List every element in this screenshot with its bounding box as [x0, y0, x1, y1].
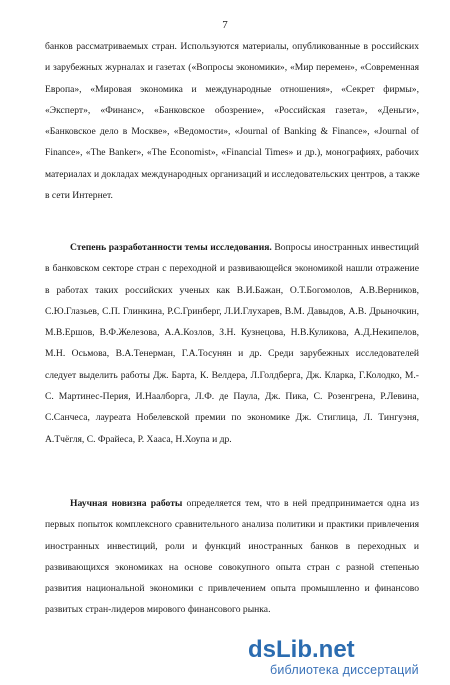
text-line: Европа», «Мировая экономика и международные отношения», «Секрет фирмы»,	[45, 83, 419, 95]
section-heading: Научная новизна работы	[70, 498, 183, 509]
heading-continuation: определяется тем, что в ней предпринимается одна из	[182, 498, 419, 509]
text-line: развивающихся экономиках на основе совокупного опыта стран с разной степенью	[45, 561, 419, 573]
text-line: С.Ю.Глазьев, С.П. Глинкина, Р.С.Гринберг, Л.И.Глухарев, В.М. Давыдов, А.В. Дрыночкин,	[45, 305, 419, 317]
text-line: М.В.Ершов, В.Ф.Железова, А.А.Козлов, З.Н. Кузнецова, Н.В.Куликова, А.Д.Некипелов,	[45, 327, 419, 339]
text-line: в банковском секторе стран с переходной и развивающейся экономикой нашли отражение	[45, 263, 419, 275]
sources-paragraph	[45, 36, 419, 206]
text-line	[45, 237, 419, 258]
text-line: Finance», «The Banker», «The Economist», «Financial Times» и др.), монографиях, рабочих	[45, 147, 419, 159]
text-line: С. Мартинес-Перия, И.Наалборга, Л.Ф. де Паула, Дж. Пика, С. Розенгрена, Р.Левина,	[45, 391, 419, 403]
text-line	[45, 493, 419, 514]
dslib-watermark	[248, 636, 444, 680]
heading-continuation: Вопросы иностранных инвестиций	[271, 242, 419, 253]
text-line: А.Тчёгля, С. Фрайеса, Р. Хааса, Н.Хоупа и др.	[45, 433, 232, 445]
text-line: материалах и докладах международных организаций и исследовательских центров, а также	[45, 168, 420, 180]
text-line: М.Н. Осьмова, В.А.Тенерман, Г.А.Тосунян и др. Среди зарубежных исследователей	[45, 348, 419, 360]
research-degree-paragraph	[45, 237, 419, 450]
text-line: «Эксперт», «Финанс», «Банковское обозрение», «Российская газета», «Деньги»,	[45, 104, 419, 116]
text-line: развития национальной экономики с привлечением опыта промышленно и финансово	[45, 583, 419, 595]
text-line: и зарубежных журналах и газетах («Вопросы экономики», «Мир перемен», «Современная	[45, 62, 419, 74]
watermark-subtitle: библиотека диссертаций	[270, 663, 419, 677]
section-heading: Степень разработанности темы исследования.	[70, 242, 272, 253]
text-line: в сети Интернет.	[45, 190, 113, 202]
text-line: следует выделить работы Дж. Барта, К. Велдера, Л.Голдберга, Дж. Кларка, Г.Колодко, М.-	[45, 369, 419, 381]
text-line: банков рассматриваемых стран. Используются материалы, опубликованные в российских	[45, 41, 419, 52]
watermark-logo: dsLib.net	[248, 636, 355, 663]
text-line: первых попыток комплексного сравнительного анализа политики и практики привлечения	[45, 519, 419, 531]
page-number: 7	[222, 19, 228, 31]
text-line: иностранных инвестиций, роли и функций иностранных банков в переходных и	[45, 540, 419, 552]
text-line: развитых стран-лидеров мирового финансового рынка.	[45, 604, 271, 616]
novelty-paragraph	[45, 493, 419, 621]
text-line: С.Санчеса, лауреата Нобелевской премии по экономике Дж. Стиглица, Л. Тингуэня,	[45, 412, 419, 424]
text-line: «Банковское дело в Москве», «Ведомости», «Journal of Banking & Finance», «Journal of	[45, 126, 419, 138]
text-line: в работах таких российских ученых как В.И.Бажан, О.Т.Богомолов, А.В.Верников,	[45, 284, 419, 296]
